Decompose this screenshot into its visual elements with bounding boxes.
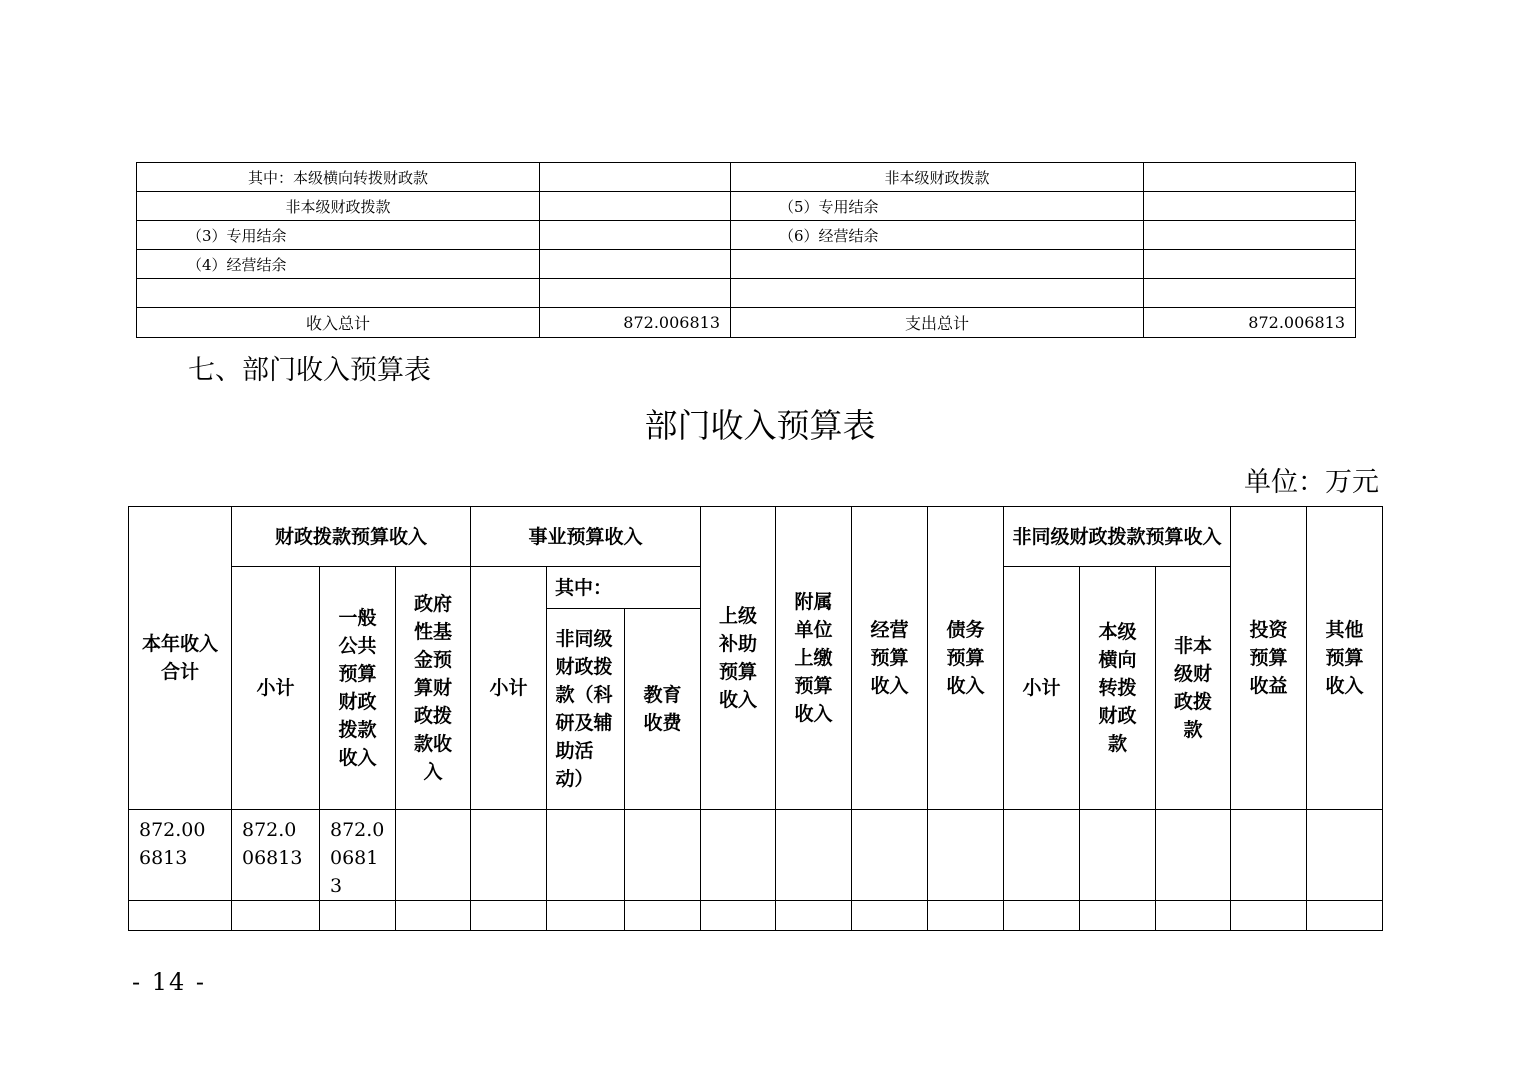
table-cell xyxy=(1307,901,1383,931)
summary-label: （4）经营结余 xyxy=(137,250,540,279)
table-cell xyxy=(1080,810,1156,901)
career-edu-header: 教育收费 xyxy=(625,609,701,810)
fiscal-gov-fund-header: 政府性基金预算财政拨款收入 xyxy=(396,567,471,810)
summary-label: （6）经营结余 xyxy=(731,221,1144,250)
table-cell xyxy=(701,901,776,931)
investment-header: 投资预算收益 xyxy=(1231,507,1307,810)
table-cell xyxy=(852,810,928,901)
summary-label xyxy=(731,279,1144,308)
expense-total-value: 872.006813 xyxy=(1144,308,1356,338)
table-cell xyxy=(547,901,625,931)
table-row xyxy=(137,163,1356,192)
table-row xyxy=(137,221,1356,250)
summary-value xyxy=(1144,163,1356,192)
total-row xyxy=(137,308,1356,338)
career-of-which-header: 其中： xyxy=(547,567,701,609)
fiscal-general-value: 872.006813 xyxy=(320,810,396,901)
table-cell xyxy=(129,901,232,931)
summary-value xyxy=(540,163,731,192)
income-budget-table xyxy=(128,506,1383,931)
summary-value xyxy=(1144,221,1356,250)
section-title: 七、部门收入预算表 xyxy=(188,355,431,386)
summary-value xyxy=(1144,250,1356,279)
table-cell xyxy=(852,901,928,931)
fiscal-subtotal-value: 872.006813 xyxy=(232,810,320,901)
table-cell xyxy=(1080,901,1156,931)
table-cell xyxy=(625,810,701,901)
unit-label: 单位：万元 xyxy=(1244,467,1379,498)
other-income-header: 其他预算收入 xyxy=(1307,507,1383,810)
table-row xyxy=(137,279,1356,308)
non-same-transfer-header: 本级横向转拨财政款 xyxy=(1080,567,1156,810)
summary-label: 非本级财政拨款 xyxy=(137,192,540,221)
table-cell xyxy=(625,901,701,931)
summary-value xyxy=(540,250,731,279)
table-cell xyxy=(232,901,320,931)
summary-label: 非本级财政拨款 xyxy=(731,163,1144,192)
table-cell xyxy=(928,810,1004,901)
header-row xyxy=(129,507,1383,567)
table-cell xyxy=(1231,810,1307,901)
superior-subsidy-header: 上级补助预算收入 xyxy=(701,507,776,810)
table-row xyxy=(129,810,1383,901)
summary-value xyxy=(540,192,731,221)
total-value: 872.006813 xyxy=(129,810,232,901)
debt-header: 债务预算收入 xyxy=(928,507,1004,810)
table-cell xyxy=(701,810,776,901)
summary-value xyxy=(1144,279,1356,308)
summary-label: 其中：本级横向转拨财政款 xyxy=(137,163,540,192)
fiscal-general-header: 一般公共预算财政拨款收入 xyxy=(320,567,396,810)
table-cell xyxy=(1156,901,1231,931)
affiliated-header: 附属单位上缴预算收入 xyxy=(776,507,852,810)
summary-label: （3）专用结余 xyxy=(137,221,540,250)
col-total-header: 本年收入合计 xyxy=(129,507,232,810)
non-same-group-header: 非同级财政拨款预算收入 xyxy=(1004,507,1231,567)
summary-value xyxy=(540,279,731,308)
career-group-header: 事业预算收入 xyxy=(471,507,701,567)
table-cell xyxy=(776,810,852,901)
table-row xyxy=(137,192,1356,221)
career-subtotal-header: 小计 xyxy=(471,567,547,810)
table-title: 部门收入预算表 xyxy=(644,406,876,445)
income-total-label: 收入总计 xyxy=(137,308,540,338)
non-same-other-header: 非本级财政拨款 xyxy=(1156,567,1231,810)
table-cell xyxy=(547,810,625,901)
expense-total-label: 支出总计 xyxy=(731,308,1144,338)
page-number: - 14 - xyxy=(132,968,207,996)
summary-label xyxy=(731,250,1144,279)
summary-table xyxy=(136,162,1356,338)
table-cell xyxy=(320,901,396,931)
table-cell xyxy=(1307,810,1383,901)
business-header: 经营预算收入 xyxy=(852,507,928,810)
table-cell xyxy=(776,901,852,931)
table-cell xyxy=(471,810,547,901)
income-total-value: 872.006813 xyxy=(540,308,731,338)
table-cell xyxy=(396,901,471,931)
table-cell xyxy=(1004,810,1080,901)
summary-value xyxy=(1144,192,1356,221)
table-cell xyxy=(1231,901,1307,931)
table-row xyxy=(137,250,1356,279)
table-cell xyxy=(928,901,1004,931)
table-row xyxy=(129,901,1383,931)
table-cell xyxy=(396,810,471,901)
summary-value xyxy=(540,221,731,250)
table-cell xyxy=(471,901,547,931)
non-same-subtotal-header: 小计 xyxy=(1004,567,1080,810)
fiscal-group-header: 财政拨款预算收入 xyxy=(232,507,471,567)
summary-label: （5）专用结余 xyxy=(731,192,1144,221)
table-cell xyxy=(1004,901,1080,931)
summary-label xyxy=(137,279,540,308)
career-non-same-header: 非同级财政拨款（科研及辅助活动） xyxy=(547,609,625,810)
fiscal-subtotal-header: 小计 xyxy=(232,567,320,810)
table-cell xyxy=(1156,810,1231,901)
